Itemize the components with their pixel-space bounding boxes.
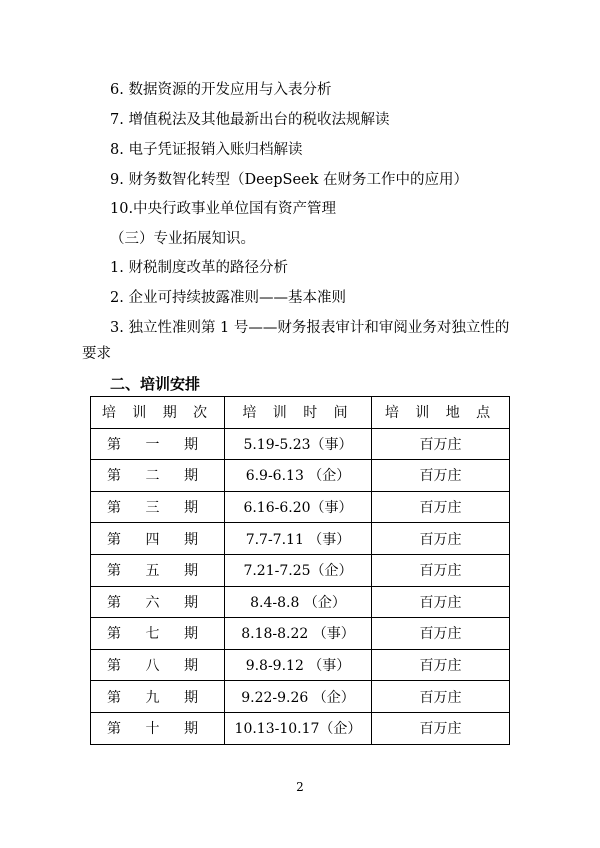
ext-list-item-3-continued: 要求 <box>82 346 111 362</box>
header-location: 培 训 地 点 <box>372 397 510 429</box>
period-cell: 第 七 期 <box>91 618 225 650</box>
table-row <box>91 523 510 555</box>
training-schedule-table <box>90 396 510 745</box>
table-row <box>91 712 510 744</box>
time-cell: 6.16-6.20（事） <box>225 491 372 523</box>
list-item-10: 10.中央行政事业单位国有资产管理 <box>110 201 337 217</box>
location-cell: 百万庄 <box>372 428 510 460</box>
list-item-6: 6. 数据资源的开发应用与入表分析 <box>110 82 332 98</box>
location-cell: 百万庄 <box>372 523 510 555</box>
time-cell: 10.13-10.17（企） <box>225 712 372 744</box>
table-row <box>91 554 510 586</box>
table-row <box>91 428 510 460</box>
table-row <box>91 460 510 492</box>
location-cell: 百万庄 <box>372 491 510 523</box>
period-cell: 第 八 期 <box>91 649 225 681</box>
table-row <box>91 681 510 713</box>
list-item-7: 7. 增值税法及其他最新出台的税收法规解读 <box>110 112 390 128</box>
period-cell: 第 十 期 <box>91 712 225 744</box>
table-header-row <box>91 397 510 429</box>
table-row <box>91 491 510 523</box>
period-cell: 第 一 期 <box>91 428 225 460</box>
section-three-title: （三）专业拓展知识。 <box>110 231 255 247</box>
period-cell: 第 六 期 <box>91 586 225 618</box>
location-cell: 百万庄 <box>372 460 510 492</box>
location-cell: 百万庄 <box>372 554 510 586</box>
header-time: 培 训 时 间 <box>225 397 372 429</box>
time-cell: 9.22-9.26 （企） <box>225 681 372 713</box>
location-cell: 百万庄 <box>372 649 510 681</box>
section-two-heading: 二、培训安排 <box>110 375 201 393</box>
time-cell: 8.18-8.22 （事） <box>225 618 372 650</box>
ext-list-item-1: 1. 财税制度改革的路径分析 <box>110 260 288 276</box>
table-row <box>91 649 510 681</box>
ext-list-item-2: 2. 企业可持续披露准则——基本准则 <box>110 290 346 306</box>
list-item-9: 9. 财务数智化转型（DeepSeek 在财务工作中的应用） <box>110 172 469 188</box>
table-row <box>91 618 510 650</box>
period-cell: 第 四 期 <box>91 523 225 555</box>
period-cell: 第 九 期 <box>91 681 225 713</box>
time-cell: 9.8-9.12 （事） <box>225 649 372 681</box>
location-cell: 百万庄 <box>372 586 510 618</box>
time-cell: 7.21-7.25（企） <box>225 554 372 586</box>
period-cell: 第 二 期 <box>91 460 225 492</box>
time-cell: 8.4-8.8 （企） <box>225 586 372 618</box>
page-number: 2 <box>296 780 304 794</box>
time-cell: 6.9-6.13 （企） <box>225 460 372 492</box>
location-cell: 百万庄 <box>372 681 510 713</box>
location-cell: 百万庄 <box>372 712 510 744</box>
list-item-8: 8. 电子凭证报销入账归档解读 <box>110 142 303 158</box>
table-row <box>91 586 510 618</box>
time-cell: 7.7-7.11 （事） <box>225 523 372 555</box>
location-cell: 百万庄 <box>372 618 510 650</box>
time-cell: 5.19-5.23（事） <box>225 428 372 460</box>
period-cell: 第 五 期 <box>91 554 225 586</box>
period-cell: 第 三 期 <box>91 491 225 523</box>
ext-list-item-3: 3. 独立性准则第 1 号——财务报表审计和审阅业务对独立性的 <box>110 320 510 336</box>
header-period: 培 训 期 次 <box>91 397 225 429</box>
